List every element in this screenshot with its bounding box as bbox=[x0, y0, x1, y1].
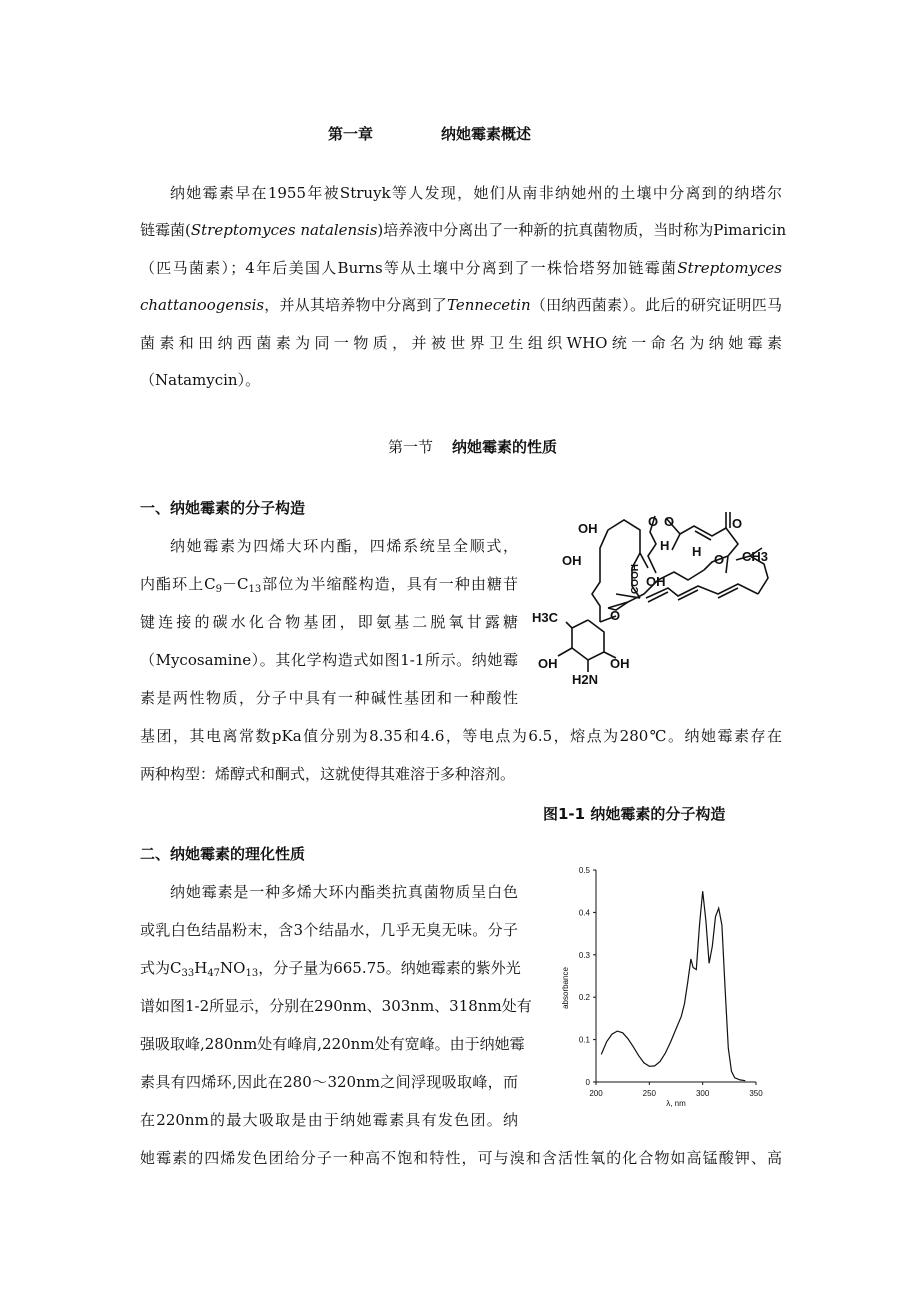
structure-h-1: H bbox=[660, 538, 670, 553]
structure-oh-2: OH bbox=[562, 553, 582, 568]
intro-line-4: chattanoogensis，并从其培养物中分离到了Tennecetin（田纳西菌素）。此后的研究证明匹马 bbox=[140, 296, 782, 314]
s2-line-8: 她霉素的四烯发色团给分子一种高不饱和特性，可与溴和含活性氧的化合物如高锰酸钾、高 bbox=[140, 1149, 782, 1167]
s1-heading: 一、纳她霉素的分子构造 bbox=[140, 499, 306, 517]
uv-chart-ylabel: absorbance bbox=[561, 967, 570, 1009]
figure-1-1-caption: 图1-1 纳她霉素的分子构造 bbox=[543, 805, 726, 823]
structure-h2n: H2N bbox=[572, 672, 599, 687]
s1-line-3: 键连接的碳水化合物基团，即氨基二脱氧甘露糖 bbox=[140, 613, 518, 631]
s1-line-6: 基团，其电离常数pKa值分别为8.35和4.6，等电点为6.5，熔点为280℃。纳她霉素存在 bbox=[140, 727, 782, 745]
structure-oh-1: OH bbox=[578, 521, 598, 536]
s2-line-3: 式为$C_{33}H_{47}NO_{13}$，分子量为665.75。纳她霉素的紫外光 bbox=[140, 959, 521, 979]
s2-line-1: 纳她霉素是一种多烯大环内酯类抗真菌物质呈白色 bbox=[170, 883, 518, 901]
structure-oh-5: OH bbox=[610, 656, 630, 671]
uv-chart-xlabel: λ, nm bbox=[666, 1099, 686, 1108]
s2-line-4: 谱如图1-2所显示，分别在290nm、303nm、318nm处有 bbox=[140, 997, 532, 1015]
intro-line-3: （匹马菌素）；4年后美国人Burns等从土壤中分离到了一株恰塔努加链霉菌Streptomyces bbox=[140, 259, 782, 277]
intro-line-5: 菌素和田纳西菌素为同一物质，并被世界卫生组织WHO统一命名为纳她霉素 bbox=[140, 334, 782, 352]
structure-h-2: H bbox=[692, 544, 702, 559]
intro-line-6: （Natamycin）。 bbox=[140, 371, 261, 389]
natamycin-structure-figure bbox=[528, 498, 798, 688]
uv-chart-y-tick-label: 0.2 bbox=[578, 993, 590, 1003]
structure-ch3: CH3 bbox=[742, 549, 769, 564]
structure-cooh: COOH bbox=[630, 564, 641, 594]
s1-line-7: 两种构型：烯醇式和酮式，这就使得其难溶于多种溶剂。 bbox=[140, 765, 516, 783]
s2-line-2: 或乳白色结晶粉末，含3个结晶水，几乎无臭无味。分子 bbox=[140, 921, 518, 939]
uv-spectrum-series-line bbox=[601, 891, 745, 1080]
structure-h3c: H3C bbox=[532, 610, 559, 625]
s1-line-2: 内酯环上$C_9-C_{13}$部位为半缩醛构造，具有一种由糖苷 bbox=[140, 575, 518, 595]
uv-chart-y-tick-label: 0 bbox=[585, 1078, 590, 1087]
uv-chart-x-tick-label: 250 bbox=[642, 1089, 657, 1098]
section-number: 第一节 bbox=[388, 438, 434, 456]
intro-line-1: 纳她霉素早在1955年被Struyk等人发现，她们从南非纳她州的土壤中分离到的纳塔尔 bbox=[170, 184, 782, 202]
structure-oh-4: OH bbox=[538, 656, 558, 671]
s2-line-5: 强吸取峰,280nm处有峰肩,220nm处有宽峰。由于纳她霉 bbox=[140, 1035, 525, 1053]
section-title: 纳她霉素的性质 bbox=[452, 438, 558, 456]
uv-chart-y-tick-label: 0.1 bbox=[578, 1035, 590, 1045]
uv-chart-y-tick-label: 0.3 bbox=[578, 950, 590, 960]
intro-line-2: 链霉菌(Streptomyces natalensis)培养液中分离出了一种新的抗真菌物质，当时称为Pimaricin bbox=[140, 221, 787, 239]
uv-chart-y-tick-label: 0.4 bbox=[578, 908, 590, 918]
chapter-number: 第一章 bbox=[328, 125, 374, 143]
uv-chart-y-tick-label: 0.5 bbox=[578, 866, 590, 875]
structure-oh-3: OH bbox=[646, 574, 666, 589]
chapter-title: 纳她霉素概述 bbox=[441, 125, 532, 143]
structure-o-4: O bbox=[714, 552, 725, 567]
structure-o-1: O bbox=[648, 514, 659, 529]
uv-chart-x-tick-label: 300 bbox=[695, 1089, 710, 1098]
s1-line-1: 纳她霉素为四烯大环内酯，四烯系统呈全顺式， bbox=[170, 537, 518, 555]
s1-line-4: （Mycosamine）。其化学构造式如图1-1所示。纳她霉 bbox=[140, 651, 518, 669]
s1-line-5: 素是两性物质，分子中具有一种碱性基团和一种酸性 bbox=[140, 689, 518, 707]
structure-o-5: O bbox=[610, 608, 621, 623]
structure-o-2: O bbox=[664, 514, 675, 529]
uv-chart-x-tick-label: 350 bbox=[749, 1089, 763, 1098]
s2-line-7: 在220nm的最大吸取是由于纳她霉素具有发色团。纳 bbox=[140, 1111, 518, 1129]
s2-heading: 二、纳她霉素的理化性质 bbox=[140, 845, 306, 863]
uv-chart-x-tick-label: 200 bbox=[589, 1089, 603, 1098]
structure-o-3: O bbox=[732, 516, 743, 531]
uv-spectrum-chart bbox=[540, 860, 770, 1110]
s2-line-6: 素具有四烯环,因此在280～320nm之间浮现吸取峰，而 bbox=[140, 1073, 518, 1091]
